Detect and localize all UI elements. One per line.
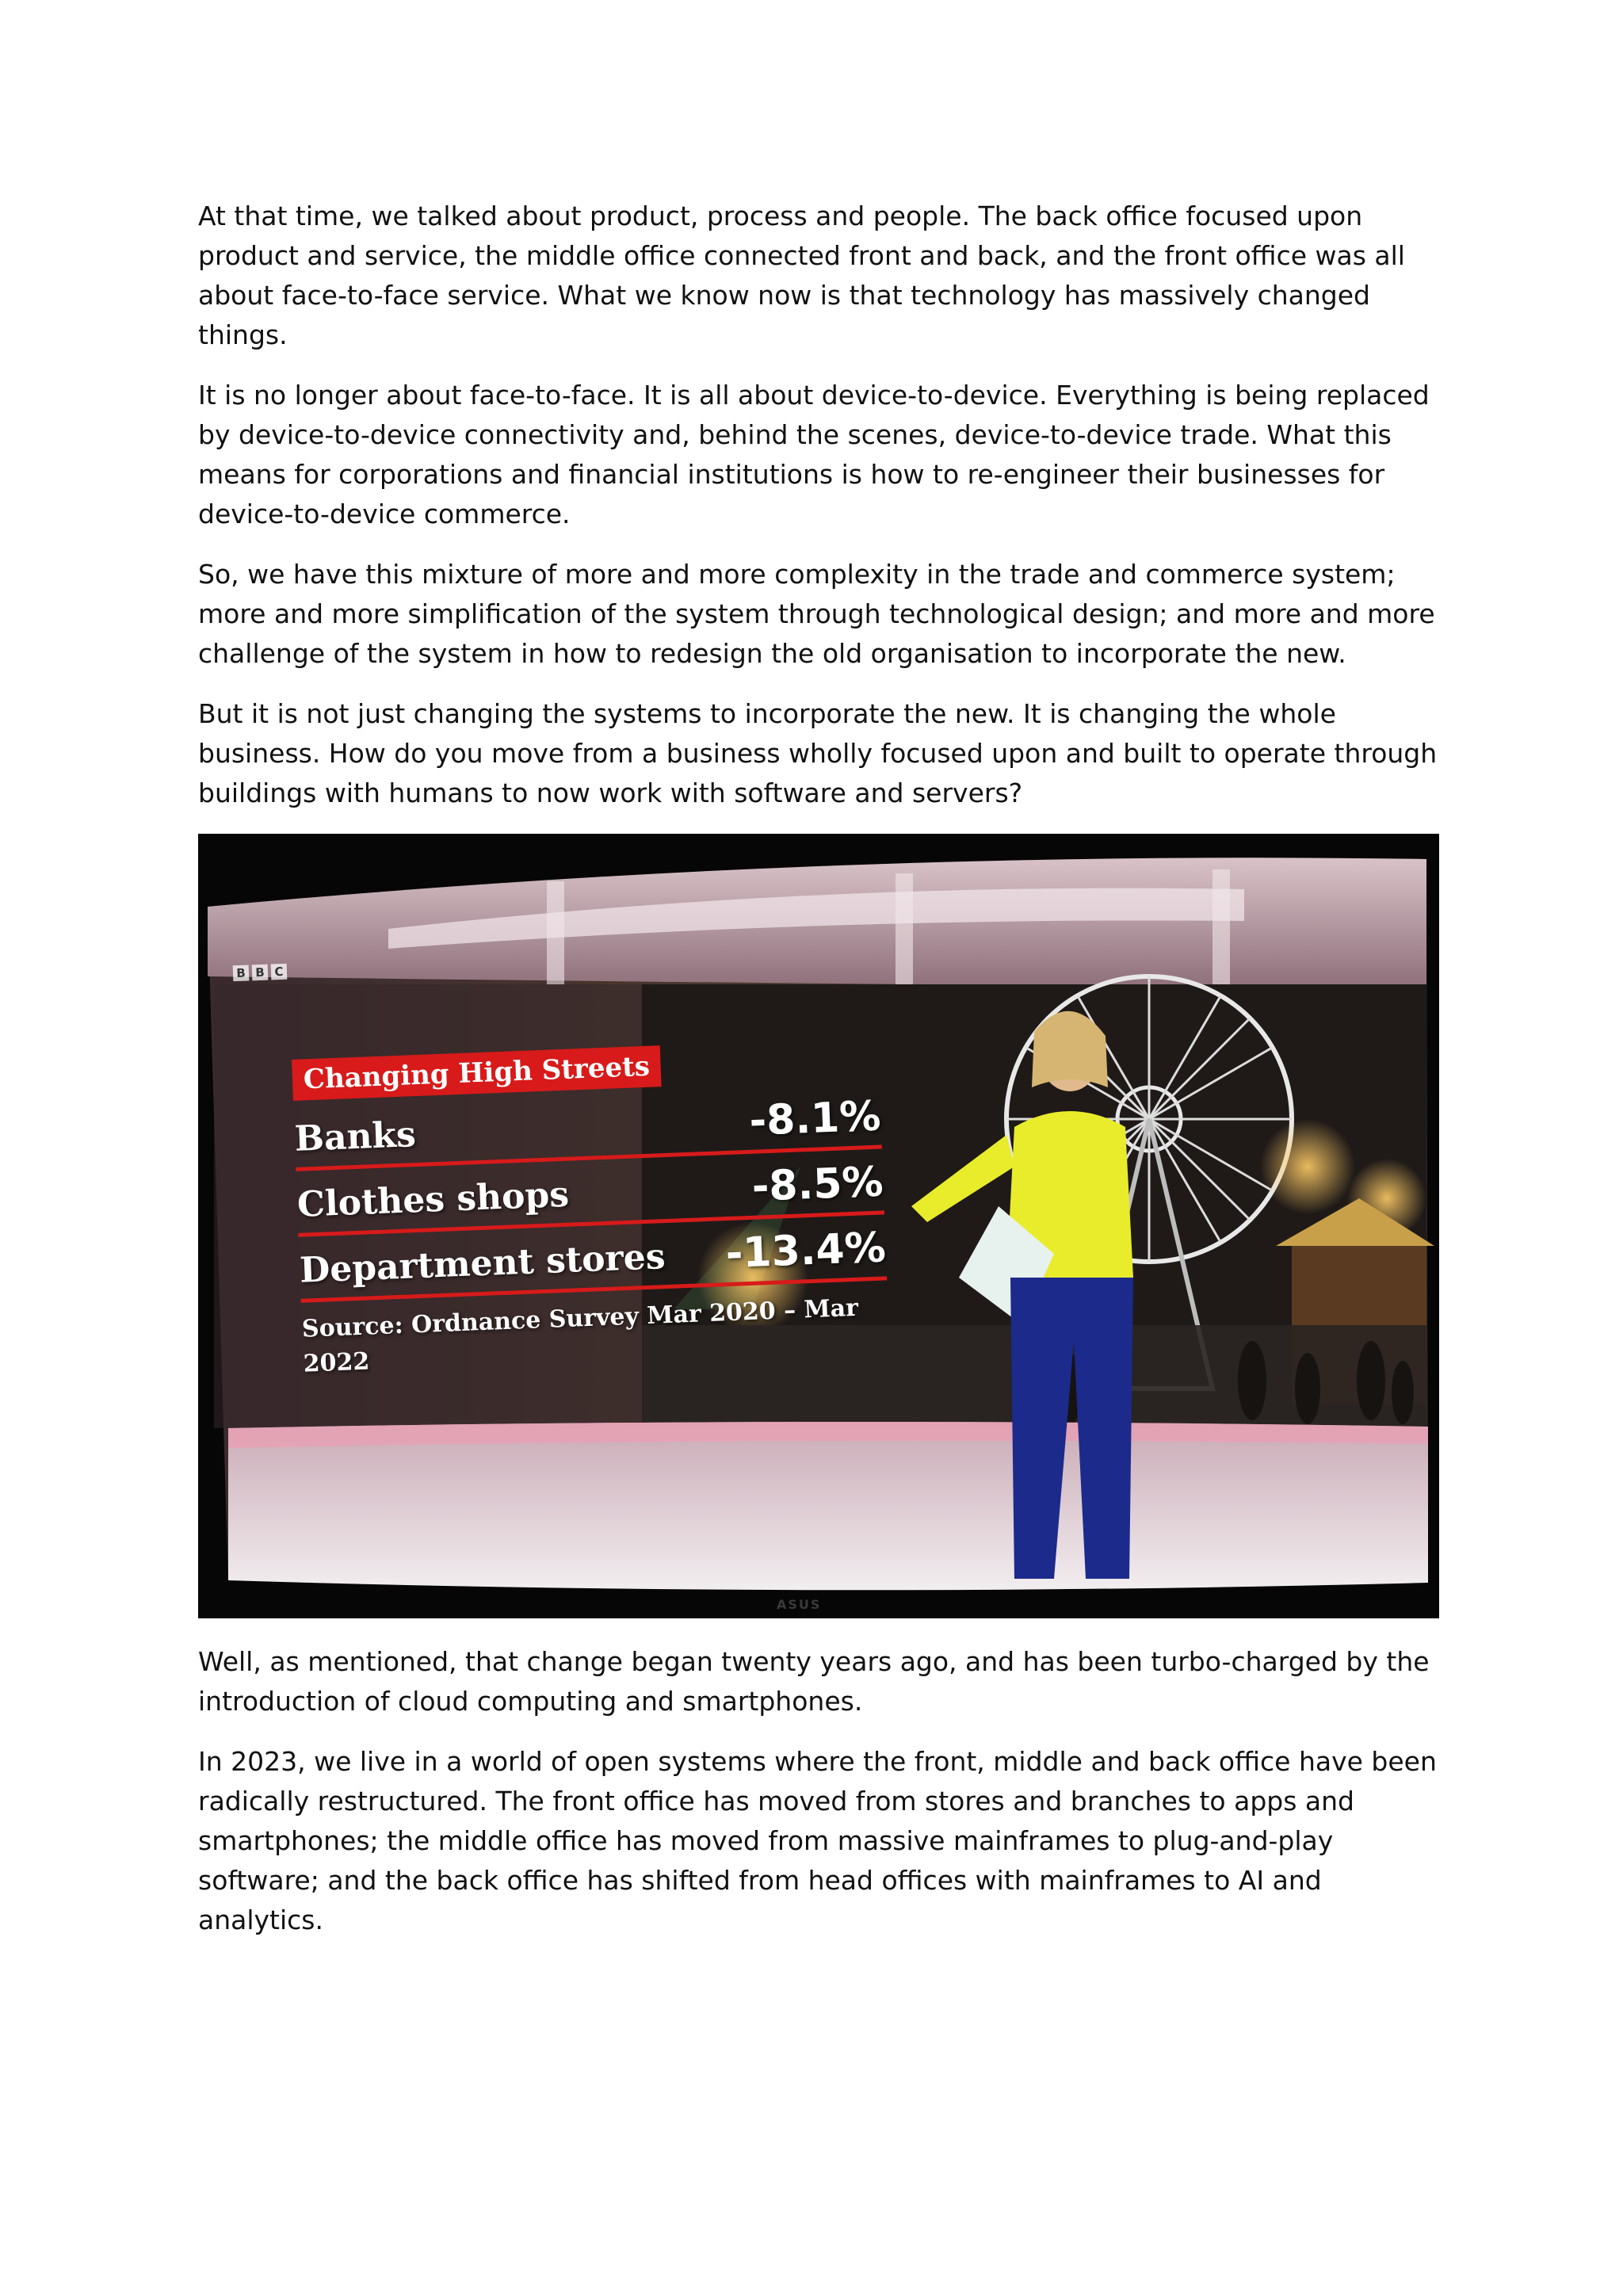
row-label: Banks (293, 1114, 417, 1159)
row-value: -8.5% (750, 1158, 884, 1211)
graphic-row (294, 1093, 882, 1171)
row-label: Clothes shops (296, 1174, 570, 1225)
tv-brand-logo: ASUS (777, 1597, 822, 1612)
bbc-logo (233, 964, 288, 981)
bbc-logo-letter: B (233, 965, 250, 981)
row-value: -13.4% (724, 1224, 887, 1278)
bbc-logo-letter: C (271, 964, 288, 980)
bbc-logo-letter: B (252, 965, 269, 981)
graphic-title: Changing High Streets (292, 1045, 662, 1101)
paragraph-5: Well, as mentioned, that change began twenty years ago, and has been turbo-charged by the introduction of cloud computing and smartphones. (198, 1646, 1430, 1717)
document-body (198, 197, 1442, 1961)
paragraph-2: It is no longer about face-to-face. It is all about device-to-device. Everything is being replaced by device-to-device connectivity and, behind the scenes, device-to-device trade. What this means for corporations and financial institutions is how to re-engineer their businesses for device-to-device commerce. (198, 380, 1430, 529)
paragraph-1: At that time, we talked about product, process and people. The back office focused upon product and service, the middle office connected front and back, and the front office was all about face-to-face service. What we know now is that technology has massively changed things. (198, 201, 1405, 350)
graphic-row (299, 1224, 887, 1302)
row-label: Department stores (299, 1236, 666, 1291)
graphic-source: Source: Ordnance Survey Mar 2020 – Mar 2022 (301, 1293, 859, 1378)
row-value: -8.1% (748, 1092, 882, 1145)
paragraph-3: So, we have this mixture of more and more complexity in the trade and commerce system; more and more simplification of the system through technological design; and more and more challenge of the system in how to redesign the old organisation to incorporate the new. (198, 559, 1435, 669)
graphic-row (296, 1158, 884, 1236)
tv-news-photo (198, 834, 1439, 1618)
paragraph-6: In 2023, we live in a world of open systems where the front, middle and back office have been radically restructured. The front office has moved from stores and branches to apps and smartphones; the middle office has moved from massive mainframes to plug-and-play software; and the back office has shifted from head offices with mainframes to AI and analytics. (198, 1746, 1437, 1935)
news-graphic (292, 1037, 906, 1382)
paragraph-4: But it is not just changing the systems to incorporate the new. It is changing the whole business. How do you move from a business wholly focused upon and built to operate through buildings with humans to now work with software and servers? (198, 698, 1438, 808)
